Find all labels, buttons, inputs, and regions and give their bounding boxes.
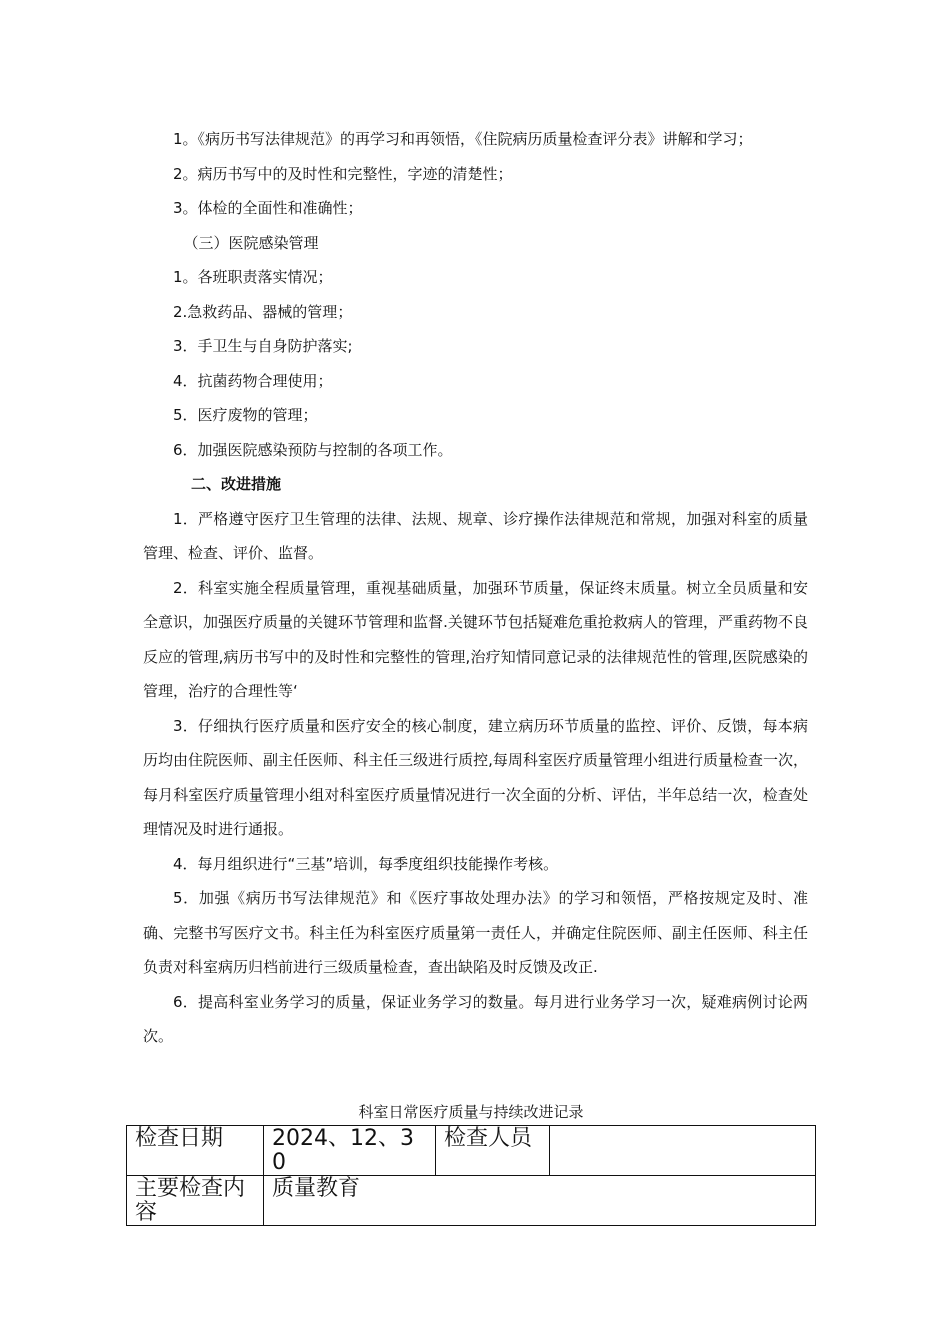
section-heading: 二、改进措施 bbox=[191, 475, 282, 493]
paragraph: 1．严格遵守医疗卫生管理的法律、法规、规章、诊疗操作法律规范和常规，加强对科室的质量管理、检查、评价、监督。 bbox=[143, 509, 808, 562]
section-subheading: （三）医院感染管理 bbox=[183, 233, 319, 252]
paragraph: 1。《病历书写法律规范》的再学习和再领悟，《住院病历质量检查评分表》讲解和学习； bbox=[173, 130, 753, 148]
paragraph: 4．每月组织进行“三基”培训，每季度组织技能操作考核。 bbox=[173, 854, 559, 873]
record-table bbox=[126, 1125, 816, 1226]
paragraph: 5．医疗废物的管理； bbox=[173, 406, 318, 424]
paragraph: 2。病历书写中的及时性和完整性，字迹的清楚性； bbox=[173, 164, 513, 183]
paragraph: 6．加强医院感染预防与控制的各项工作。 bbox=[173, 440, 453, 459]
content-value: 质量教育 bbox=[264, 1176, 816, 1226]
paragraph: 1。各班职责落实情况； bbox=[173, 268, 333, 286]
table-row bbox=[127, 1176, 816, 1226]
paragraph: 6．提高科室业务学习的质量，保证业务学习的数量。每月进行业务学习一次，疑难病例讨论两次。 bbox=[143, 992, 808, 1045]
paragraph: 3．仔细执行医疗质量和医疗安全的核心制度，建立病历环节质量的监控、评价、反馈，每本病历均由住院医师、副主任医师、科主任三级进行质控,每周科室医疗质量管理小组进行质量检查一次，每月科室医疗质量管理小组对科室医疗质量情况进行一次全面的分析、评估，半年总结一次，检查处理情况及时进行通报。 bbox=[143, 716, 808, 838]
record-title: 科室日常医疗质量与持续改进记录 bbox=[358, 1103, 584, 1121]
inspector-label: 检查人员 bbox=[436, 1126, 550, 1176]
paragraph: 5．加强《病历书写法律规范》和《医疗事故处理办法》的学习和领悟，严格按规定及时、准确、完整书写医疗文书。科主任为科室医疗质量第一责任人，并确定住院医师、副主任医师、科主任负责对科室病历归档前进行三级质量检查，查出缺陷及时反馈及改正. bbox=[143, 889, 808, 976]
date-value: 2024、12、30 bbox=[264, 1126, 436, 1176]
document-body bbox=[143, 122, 808, 1054]
inspector-value bbox=[550, 1126, 816, 1176]
paragraph: 4．抗菌药物合理使用； bbox=[173, 371, 333, 390]
paragraph: 3。体检的全面性和准确性； bbox=[173, 199, 363, 217]
paragraph: 2．科室实施全程质量管理，重视基础质量，加强环节质量，保证终末质量。树立全员质量和安全意识，加强医疗质量的关键环节管理和监督.关键环节包括疑难危重抢救病人的管理，严重药物不良反应的管理,病历书写中的及时性和完整性的管理,治疗知情同意记录的法律规范性的管理,医院感染的管理，治疗的合理性等‘ bbox=[143, 578, 808, 700]
content-label: 主要检查内容 bbox=[127, 1176, 264, 1226]
date-label: 检查日期 bbox=[127, 1126, 264, 1176]
paragraph: 3．手卫生与自身防护落实; bbox=[173, 337, 353, 355]
table-row bbox=[127, 1126, 816, 1176]
paragraph: 2.急救药品、器械的管理； bbox=[173, 302, 353, 321]
